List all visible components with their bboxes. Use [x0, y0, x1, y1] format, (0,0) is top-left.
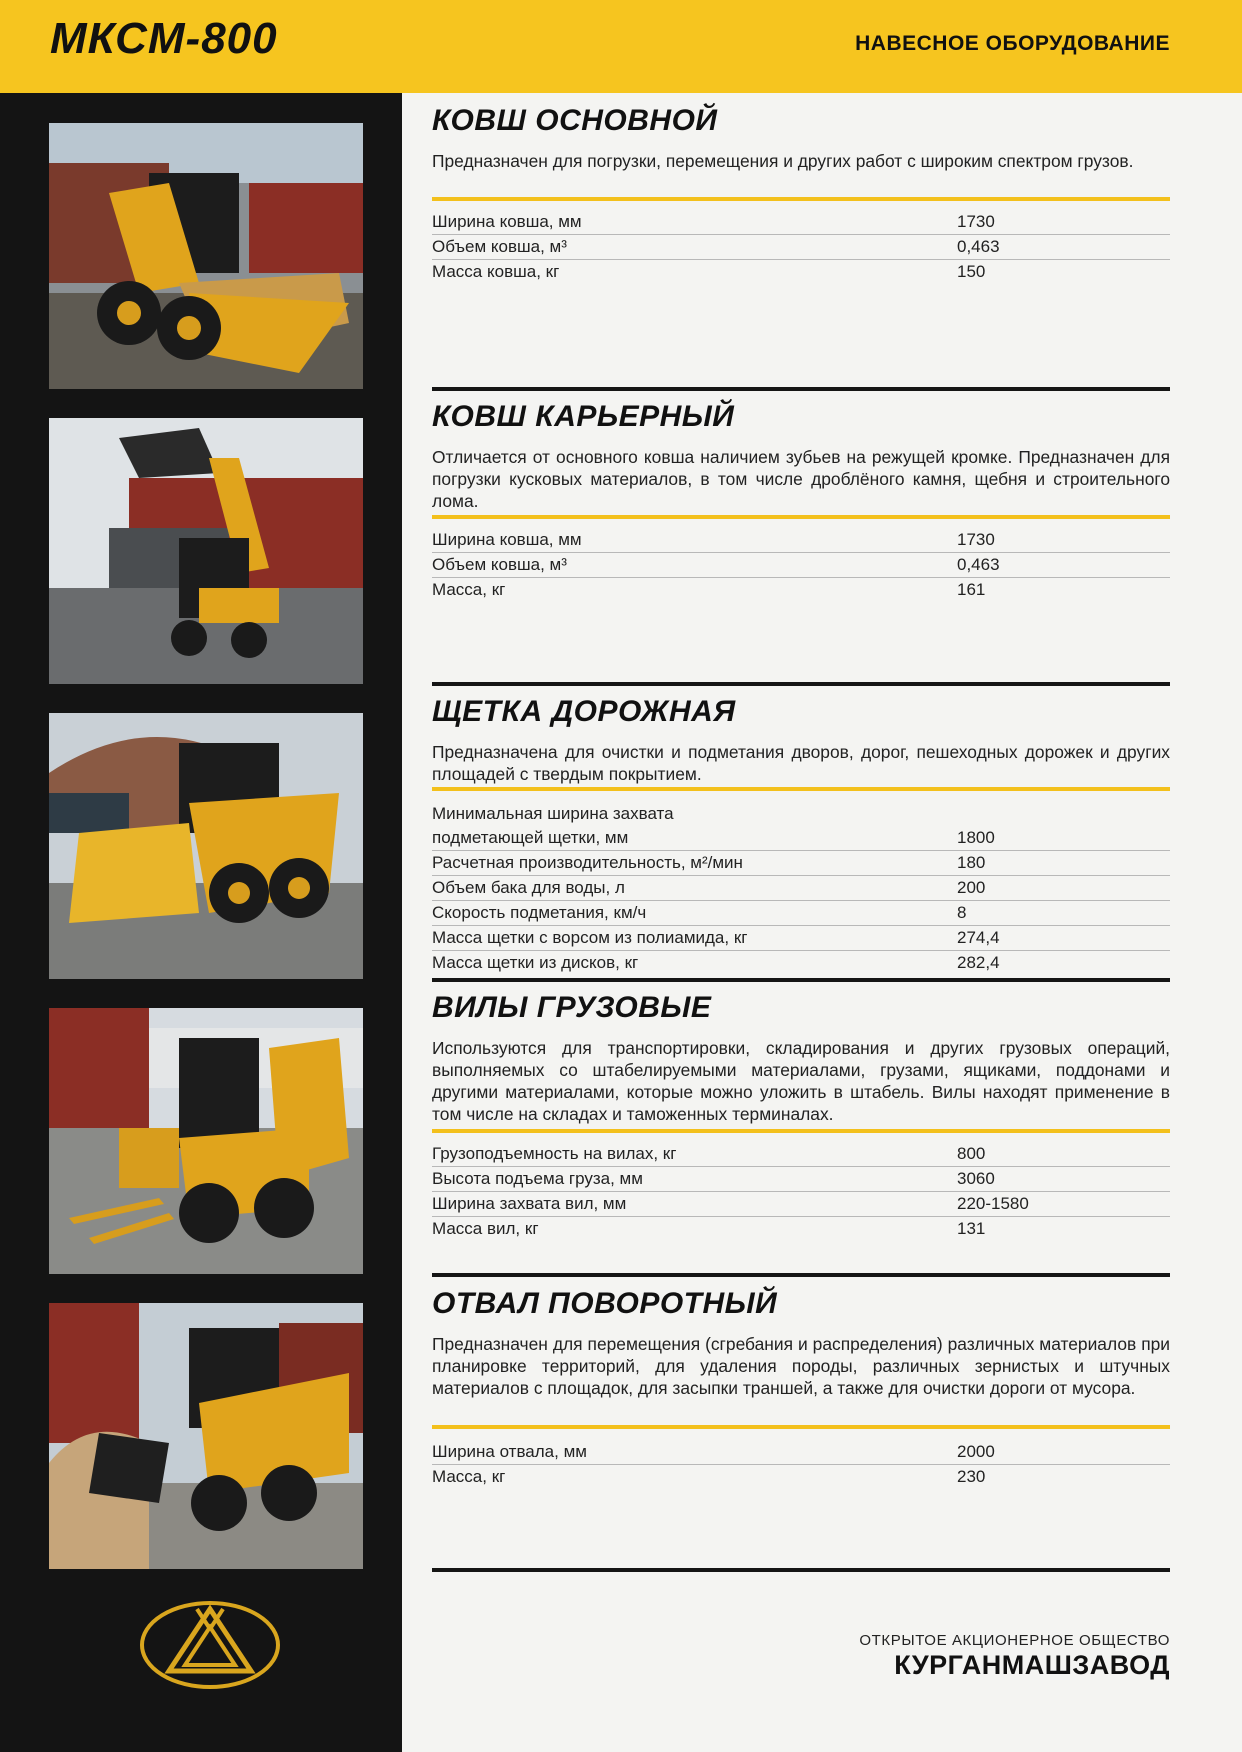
yellow-divider [432, 787, 1170, 791]
spec-row: Масса вил, кг 131 [432, 1219, 986, 1238]
spec-table-quarry-bucket [432, 528, 1170, 602]
section-title-main-bucket: КОВШ ОСНОВНОЙ [432, 104, 718, 137]
spec-row: Скорость подметания, км/ч 8 [432, 901, 1170, 926]
section-title-road-brush: ЩЕТКА ДОРОЖНАЯ [432, 695, 736, 728]
section-title-blade: ОТВАЛ ПОВОРОТНЫЙ [432, 1287, 778, 1320]
spec-row: Расчетная производительность, м²/мин 180 [432, 851, 1170, 876]
spec-table-road-brush [432, 802, 1170, 975]
spec-row: Объем ковша, м³ 0,463 [432, 235, 1170, 260]
black-divider [432, 682, 1170, 686]
spec-row: Ширина захвата вил, мм 220-1580 [432, 1192, 1170, 1217]
yellow-divider [432, 1425, 1170, 1429]
section-title-forks: ВИЛЫ ГРУЗОВЫЕ [432, 991, 712, 1024]
company-logo [139, 1599, 281, 1696]
spec-row: Масса щетки из дисков, кг 282,4 [432, 953, 1000, 972]
photo-main-bucket [49, 123, 363, 389]
yellow-divider [432, 515, 1170, 519]
photo-forks [49, 1008, 363, 1274]
spec-row: Объем бака для воды, л 200 [432, 876, 1170, 901]
spec-row: Ширина отвала, мм 2000 [432, 1440, 1170, 1465]
model-title: МКСМ-800 [50, 14, 278, 63]
spec-row: Высота подъема груза, мм 3060 [432, 1167, 1170, 1192]
photo-dozer-blade [49, 1303, 363, 1569]
spec-row: Грузоподъемность на вилах, кг 800 [432, 1142, 1170, 1167]
section-title-quarry-bucket: КОВШ КАРЬЕРНЫЙ [432, 400, 735, 433]
black-divider [432, 978, 1170, 982]
spec-row: Ширина ковша, мм 1730 [432, 528, 1170, 553]
section-desc-forks: Используются для транспортировки, складирования и других грузовых операций, выполняемых со штабелируемыми материалами, грузами, ящиками, поддонами и другими материалами, которые можно уложить в штабель. Вилы находят применение в том числе на складах и таможенных терминалах. [432, 1038, 1170, 1124]
spec-table-forks [432, 1142, 1170, 1241]
section-desc-blade: Предназначен для перемещения (сгребания и распределения) различных материалов при планировке территорий, для удаления породы, различных зернистых и штучных материалов с площадок, для засыпки траншей, а также для очистки дороги от мусора. [432, 1334, 1170, 1398]
section-desc-road-brush: Предназначена для очистки и подметания дворов, дорог, пешеходных дорожек и других площадей с твердым покрытием. [432, 742, 1170, 784]
black-divider [432, 1568, 1170, 1572]
spec-row: Масса щетки с ворсом из полиамида, кг 274,4 [432, 926, 1170, 951]
section-desc-quarry-bucket: Отличается от основного ковша наличием зубьев на режущей кромке. Предназначен для погрузки кусковых материалов, в том числе дроблёного камня, щебня и строительного лома. [432, 447, 1170, 511]
yellow-divider [432, 197, 1170, 201]
company-name: КУРГАНМАШЗАВОД [894, 1650, 1170, 1680]
spec-row: Объем ковша, м³ 0,463 [432, 553, 1170, 578]
spec-row: Масса, кг 230 [432, 1467, 986, 1486]
company-org-type: ОТКРЫТОЕ АКЦИОНЕРНОЕ ОБЩЕСТВО [859, 1632, 1170, 1649]
black-divider [432, 1273, 1170, 1277]
spec-row: Масса ковша, кг 150 [432, 262, 986, 281]
black-divider [432, 387, 1170, 391]
section-label: НАВЕСНОЕ ОБОРУДОВАНИЕ [855, 32, 1170, 55]
yellow-divider [432, 1129, 1170, 1133]
spec-row: Масса, кг 161 [432, 580, 986, 599]
spec-row: Ширина ковша, мм 1730 [432, 210, 1170, 235]
photo-sidebar [0, 93, 402, 1752]
spec-table-main-bucket [432, 210, 1170, 284]
section-desc-main-bucket: Предназначен для погрузки, перемещения и других работ с широким спектром грузов. [432, 151, 1134, 171]
photo-road-brush [49, 713, 363, 979]
header-bar [0, 0, 1242, 93]
photo-quarry-bucket [49, 418, 363, 684]
spec-table-blade [432, 1440, 1170, 1489]
spec-row: Минимальная ширина захвата подметающей щетки, мм 1800 [432, 802, 1170, 851]
